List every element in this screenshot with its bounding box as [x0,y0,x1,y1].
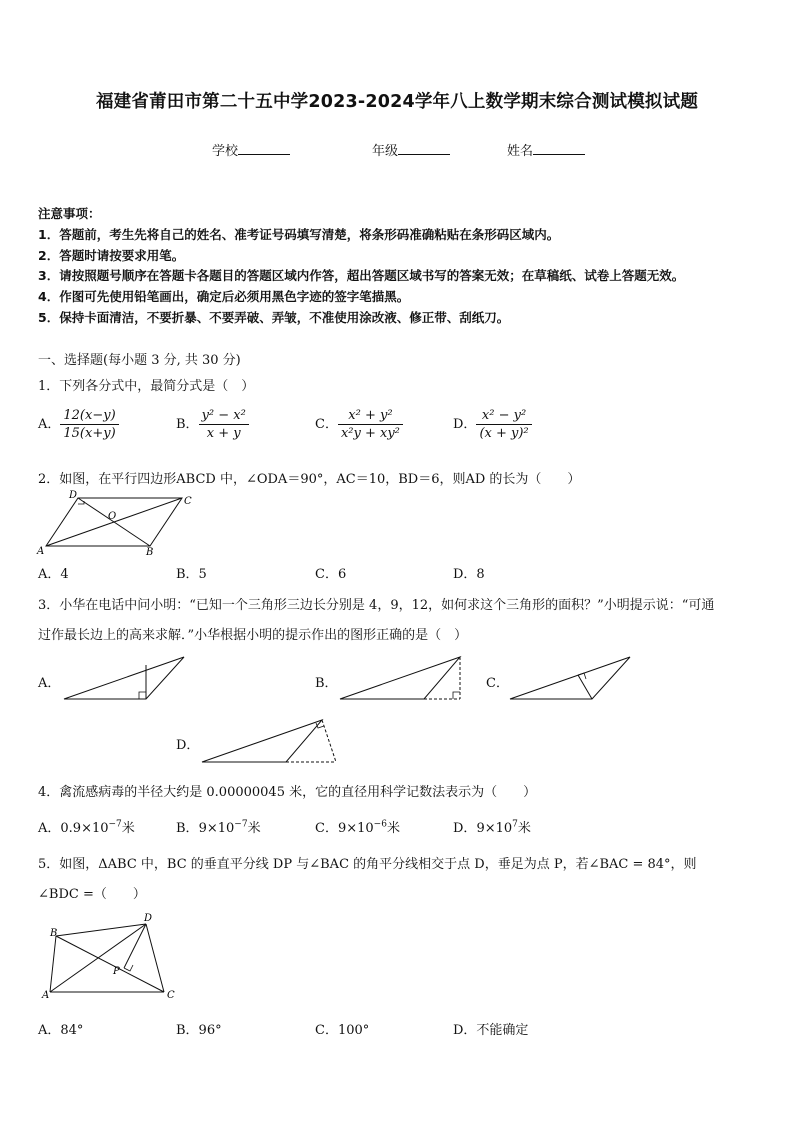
numerator: x² + y² [338,407,403,425]
q4-option-a[interactable] [38,817,135,836]
page-title: 福建省莆田市第二十五中学2023-2024学年八上数学期末综合测试模拟试题 [95,92,699,112]
q1-option-b[interactable] [176,407,249,442]
q3-stem-line2: 过作最长边上的高来求解．”小华根据小明的提示作出的图形正确的是（ ） [38,628,468,643]
option-label: B． [176,417,199,432]
parallelogram-figure [36,488,196,558]
option-label: A． [38,417,61,432]
note-item: 4．作图可先使用铅笔画出，确定后必须用黑色字迹的签字笔描黑。 [38,289,410,304]
q5-option-d[interactable]: D．不能确定 [453,1023,529,1038]
q4-option-c[interactable] [315,817,400,836]
option-label: C． [315,417,338,432]
q1-option-c[interactable] [315,407,403,442]
note-item: 2．答题时请按要求用笔。 [38,248,185,263]
numerator: x² − y² [476,407,531,425]
q3-figure-c [508,655,633,703]
q2-stem: 2．如图，在平行四边形ABCD 中，∠ODA＝90°，AC＝10，BD＝6，则AD 的长为（ ） [38,472,581,487]
label-a: A [37,546,45,557]
denominator: (x + y)² [479,426,529,441]
label-c: C [184,496,192,507]
q5-stem-line2: ∠BDC =（ ） [38,887,146,902]
q3-stem-line1: 3．小华在电话中问小明：“已知一个三角形三边长分别是 4，9，12，如何求这个三角形的面积？”小明提示说：“可通 [38,598,715,613]
option-unit: 米 [386,821,400,836]
option-label: A． [38,821,61,836]
q3-option-d-label[interactable]: D． [176,738,200,753]
note-item: 5．保持卡面清洁，不要折暴、不要弄破、弄皱，不准使用涂改液、修正带、刮纸刀。 [38,310,510,325]
q5-stem-line1: 5．如图，ΔABC 中，BC 的垂直平分线 DP 与∠BAC 的角平分线相交于点 D，垂足为点 P，若∠BAC = 84°，则 [38,857,697,872]
grade-blank[interactable] [398,142,450,155]
label-p: P [113,966,120,977]
q4-option-b[interactable] [176,817,261,836]
grade-field[interactable] [372,140,450,159]
name-label: 姓名 [507,144,534,159]
denominator: 15(x+y) [63,426,116,441]
q3-figure-d [200,718,340,766]
q2-option-a[interactable]: A．4 [38,567,69,582]
option-label: D． [453,821,477,836]
option-exponent: 7 [512,819,518,830]
option-base: 9×10 [476,821,513,836]
q1-option-d[interactable] [453,407,532,442]
fraction [338,407,403,442]
q2-option-c[interactable]: C．6 [315,567,347,582]
option-exponent: −6 [373,819,387,830]
option-label: C． [315,821,338,836]
fraction [199,407,249,442]
name-field[interactable] [507,140,585,159]
numerator: y² − x² [199,407,249,425]
fraction [476,407,531,442]
fraction [60,407,118,442]
notes-heading: 注意事项： [38,206,101,221]
option-base: 0.9×10 [60,821,109,836]
q5-option-c[interactable]: C．100° [315,1023,370,1038]
label-d: D [69,490,78,501]
q3-option-b-label[interactable]: B． [315,676,338,691]
q3-figure-b [338,655,463,703]
option-unit: 米 [121,821,135,836]
option-unit: 米 [517,821,531,836]
label-b: B [50,928,58,939]
label-b: B [146,547,154,558]
note-item: 3．请按照题号顺序在答题卡各题目的答题区域内作答，超出答题区域书写的答案无效；在草稿纸、试卷上答题无效。 [38,268,685,283]
label-a: A [42,990,50,1001]
option-base: 9×10 [198,821,235,836]
option-base: 9×10 [337,821,374,836]
section-heading: 一、选择题(每小题 3 分, 共 30 分) [38,353,241,368]
q3-option-a-label[interactable]: A． [38,676,61,691]
label-o: O [108,511,117,522]
q3-option-c-label[interactable]: C． [486,676,509,691]
option-label: B． [176,821,199,836]
option-unit: 米 [247,821,261,836]
q4-stem: 4．禽流感病毒的半径大约是 0.00000045 米，它的直径用科学记数法表示为（ ） [38,785,537,800]
option-exponent: −7 [108,819,122,830]
q3-figure-a [62,655,187,703]
label-d: D [144,913,153,924]
q2-option-d[interactable]: D．8 [453,567,485,582]
school-field[interactable] [212,140,290,159]
grade-label: 年级 [372,144,399,159]
name-blank[interactable] [533,142,585,155]
note-item: 1．答题前，考生先将自己的姓名、准考证号码填写清楚，将条形码准确粘贴在条形码区域内。 [38,227,560,242]
school-label: 学校 [212,144,239,159]
diagonal-bd [78,498,150,546]
q4-option-d[interactable] [453,817,531,836]
school-blank[interactable] [238,142,290,155]
q5-option-b[interactable]: B．96° [176,1023,222,1038]
q5-option-a[interactable]: A．84° [38,1023,84,1038]
option-label: D． [453,417,477,432]
q2-option-b[interactable]: B．5 [176,567,207,582]
numerator: 12(x−y) [60,407,118,425]
q1-stem: 1．下列各分式中，最简分式是（ ） [38,379,255,394]
quadrilateral-figure [36,908,186,1004]
denominator: x + y [206,426,241,441]
option-exponent: −7 [234,819,248,830]
denominator: x²y + xy² [340,426,400,441]
label-c: C [167,990,175,1001]
q1-option-a[interactable] [38,407,119,442]
